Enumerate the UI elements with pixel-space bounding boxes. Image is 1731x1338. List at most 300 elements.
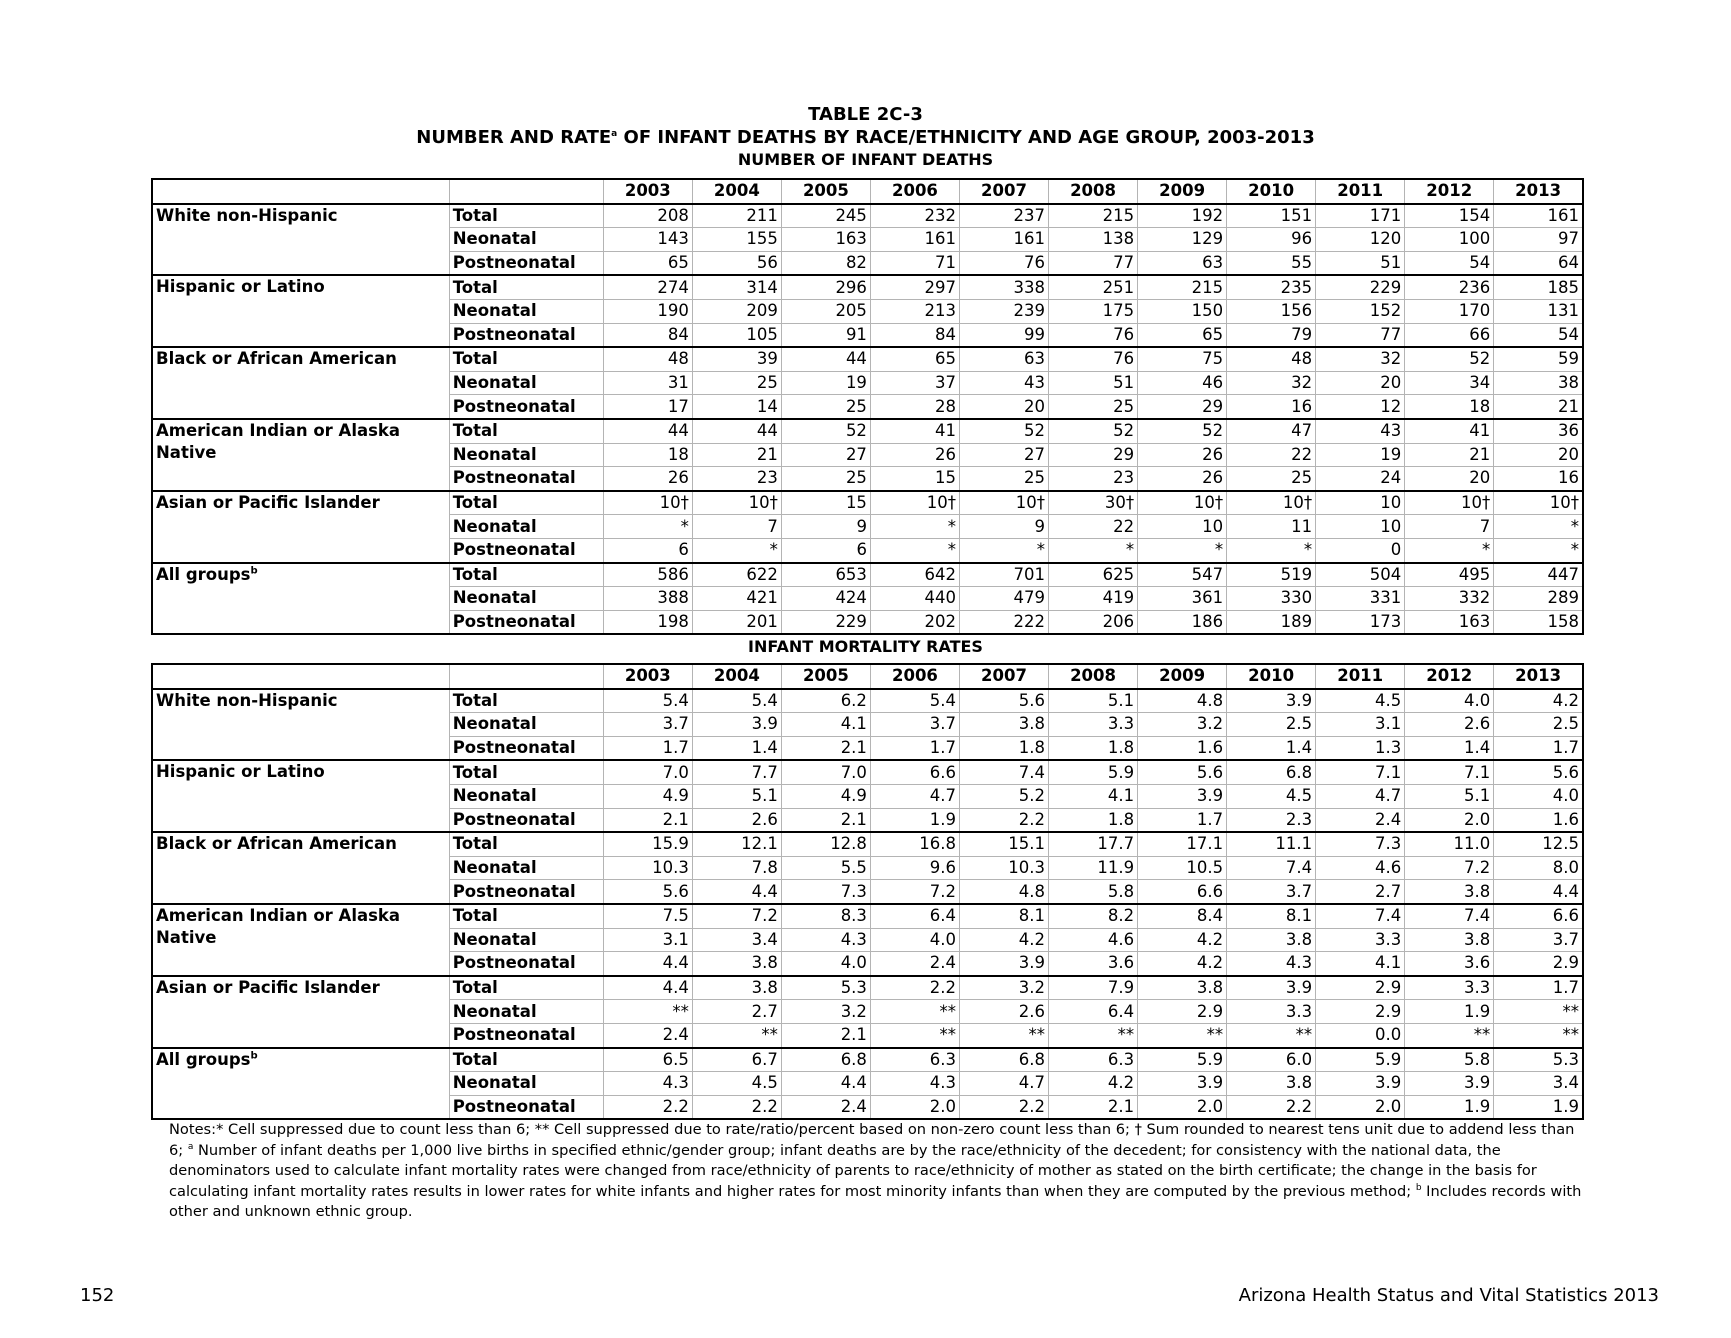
value-cell: ** [1227, 1023, 1316, 1047]
value-cell: 6.5 [603, 1048, 692, 1072]
value-cell: 3.2 [1138, 713, 1227, 737]
value-cell: 15 [870, 467, 959, 491]
value-cell: 209 [692, 299, 781, 323]
value-cell: 4.2 [959, 928, 1048, 952]
value-cell: 75 [1138, 347, 1227, 371]
value-cell: 65 [603, 251, 692, 275]
value-cell: 21 [692, 443, 781, 467]
value-cell: * [603, 515, 692, 539]
value-cell: 20 [1405, 467, 1494, 491]
value-cell: 6.2 [781, 689, 870, 713]
header-group-cell [152, 179, 449, 204]
value-cell: 7.4 [1405, 904, 1494, 928]
value-cell: 43 [959, 371, 1048, 395]
value-cell: 4.8 [1138, 689, 1227, 713]
value-cell: 154 [1405, 204, 1494, 228]
group-name: American Indian or Alaska Native [156, 420, 401, 462]
group-name: Hispanic or Latino [156, 762, 325, 782]
footer-publication: Arizona Health Status and Vital Statistics 2013 [1238, 1285, 1659, 1306]
group-label [152, 976, 449, 1048]
header-year: 2003 [603, 179, 692, 204]
value-cell: 8.2 [1049, 904, 1138, 928]
value-cell: 7 [692, 515, 781, 539]
value-cell: 5.8 [1405, 1048, 1494, 1072]
value-cell: 39 [692, 347, 781, 371]
value-cell: 6.7 [692, 1048, 781, 1072]
value-cell: 19 [781, 371, 870, 395]
value-cell: 143 [603, 228, 692, 252]
value-cell: 3.7 [870, 713, 959, 737]
value-cell: 2.4 [1316, 808, 1405, 832]
value-cell: 1.9 [870, 808, 959, 832]
header-year: 2009 [1138, 664, 1227, 689]
value-cell: 65 [870, 347, 959, 371]
value-cell: 2.2 [870, 976, 959, 1000]
value-cell: 6 [781, 538, 870, 562]
value-cell: 4.5 [1227, 784, 1316, 808]
value-cell: 4.0 [1494, 784, 1583, 808]
value-cell: 1.8 [1049, 808, 1138, 832]
value-cell: 5.8 [1049, 880, 1138, 904]
value-cell: 4.2 [1049, 1072, 1138, 1096]
value-cell: 5.6 [959, 689, 1048, 713]
age-group-label: Postneonatal [449, 880, 603, 904]
value-cell: 314 [692, 275, 781, 299]
header-year: 2012 [1405, 664, 1494, 689]
value-cell: 289 [1494, 587, 1583, 611]
value-cell: 3.4 [1494, 1072, 1583, 1096]
value-cell: 222 [959, 610, 1048, 634]
header-row [152, 664, 1583, 689]
value-cell: 7.9 [1049, 976, 1138, 1000]
value-cell: 27 [959, 443, 1048, 467]
age-group-label: Total [449, 976, 603, 1000]
group-label [152, 204, 449, 276]
value-cell: 4.4 [1494, 880, 1583, 904]
value-cell: 547 [1138, 563, 1227, 587]
value-cell: 2.0 [1316, 1095, 1405, 1119]
value-cell: 10† [1138, 491, 1227, 515]
value-cell: 211 [692, 204, 781, 228]
value-cell: 2.1 [781, 808, 870, 832]
group-name: Hispanic or Latino [156, 277, 325, 297]
age-group-label: Postneonatal [449, 1095, 603, 1119]
value-cell: 43 [1316, 419, 1405, 443]
value-cell: 388 [603, 587, 692, 611]
value-cell: 44 [781, 347, 870, 371]
value-cell: 2.4 [781, 1095, 870, 1119]
value-cell: 21 [1405, 443, 1494, 467]
value-cell: 28 [870, 395, 959, 419]
value-cell: 10† [692, 491, 781, 515]
value-cell: 3.9 [1138, 1072, 1227, 1096]
value-cell: 1.4 [1227, 736, 1316, 760]
value-cell: * [1049, 538, 1138, 562]
value-cell: 2.2 [603, 1095, 692, 1119]
table-row [152, 275, 1583, 299]
value-cell: 71 [870, 251, 959, 275]
value-cell: 1.8 [1049, 736, 1138, 760]
value-cell: 1.7 [1138, 808, 1227, 832]
value-cell: 2.4 [870, 952, 959, 976]
value-cell: 2.7 [1316, 880, 1405, 904]
group-name: Black or African American [156, 349, 397, 369]
value-cell: 331 [1316, 587, 1405, 611]
value-cell: 215 [1049, 204, 1138, 228]
value-cell: 3.8 [1405, 928, 1494, 952]
value-cell: 6.4 [1049, 1000, 1138, 1024]
value-cell: 8.3 [781, 904, 870, 928]
value-cell: 96 [1227, 228, 1316, 252]
value-cell: 2.6 [959, 1000, 1048, 1024]
age-group-label: Total [449, 204, 603, 228]
value-cell: 1.7 [1494, 736, 1583, 760]
value-cell: 8.1 [959, 904, 1048, 928]
value-cell: 653 [781, 563, 870, 587]
age-group-label: Postneonatal [449, 467, 603, 491]
value-cell: 3.4 [692, 928, 781, 952]
value-cell: 1.8 [959, 736, 1048, 760]
value-cell: 1.6 [1138, 736, 1227, 760]
value-cell: 59 [1494, 347, 1583, 371]
value-cell: 5.4 [603, 689, 692, 713]
value-cell: 16 [1227, 395, 1316, 419]
age-group-label: Postneonatal [449, 323, 603, 347]
value-cell: 6 [603, 538, 692, 562]
value-cell: 52 [1405, 347, 1494, 371]
page-number: 152 [80, 1285, 115, 1306]
value-cell: 48 [1227, 347, 1316, 371]
value-cell: 52 [781, 419, 870, 443]
value-cell: 189 [1227, 610, 1316, 634]
section-title-rates: INFANT MORTALITY RATES [748, 637, 983, 656]
value-cell: 76 [1049, 323, 1138, 347]
value-cell: 3.8 [1227, 928, 1316, 952]
age-group-label: Total [449, 491, 603, 515]
value-cell: 236 [1405, 275, 1494, 299]
value-cell: 4.8 [959, 880, 1048, 904]
value-cell: 7.3 [1316, 832, 1405, 856]
age-group-label: Neonatal [449, 856, 603, 880]
value-cell: 7.2 [1405, 856, 1494, 880]
value-cell: 6.4 [870, 904, 959, 928]
header-year: 2008 [1049, 179, 1138, 204]
value-cell: 5.3 [1494, 1048, 1583, 1072]
age-group-label: Postneonatal [449, 610, 603, 634]
infant-mortality-rate-table [151, 663, 1584, 1120]
value-cell: 48 [603, 347, 692, 371]
value-cell: 17 [603, 395, 692, 419]
value-cell: 3.6 [1405, 952, 1494, 976]
value-cell: 31 [603, 371, 692, 395]
age-group-label: Total [449, 419, 603, 443]
value-cell: 7.3 [781, 880, 870, 904]
age-group-label: Neonatal [449, 299, 603, 323]
group-label [152, 1048, 449, 1120]
value-cell: 245 [781, 204, 870, 228]
value-cell: 215 [1138, 275, 1227, 299]
value-cell: 161 [959, 228, 1048, 252]
value-cell: 51 [1316, 251, 1405, 275]
value-cell: * [870, 515, 959, 539]
value-cell: 37 [870, 371, 959, 395]
value-cell: 15.1 [959, 832, 1048, 856]
value-cell: 7.2 [692, 904, 781, 928]
value-cell: 82 [781, 251, 870, 275]
value-cell: 64 [1494, 251, 1583, 275]
value-cell: 55 [1227, 251, 1316, 275]
footnote-marker: b [250, 565, 258, 576]
value-cell: 3.8 [1405, 880, 1494, 904]
value-cell: 63 [1138, 251, 1227, 275]
value-cell: ** [692, 1023, 781, 1047]
value-cell: 155 [692, 228, 781, 252]
value-cell: 3.9 [1316, 1072, 1405, 1096]
age-group-label: Postneonatal [449, 808, 603, 832]
value-cell: 5.2 [959, 784, 1048, 808]
value-cell: * [959, 538, 1048, 562]
age-group-label: Total [449, 1048, 603, 1072]
value-cell: 2.5 [1494, 713, 1583, 737]
table-row [152, 904, 1583, 928]
value-cell: 5.4 [870, 689, 959, 713]
age-group-label: Neonatal [449, 587, 603, 611]
value-cell: 185 [1494, 275, 1583, 299]
value-cell: 66 [1405, 323, 1494, 347]
value-cell: 5.1 [1049, 689, 1138, 713]
value-cell: 625 [1049, 563, 1138, 587]
value-cell: 4.1 [1049, 784, 1138, 808]
value-cell: 5.1 [692, 784, 781, 808]
value-cell: 15.9 [603, 832, 692, 856]
value-cell: 297 [870, 275, 959, 299]
value-cell: 138 [1049, 228, 1138, 252]
group-label [152, 491, 449, 563]
age-group-label: Total [449, 760, 603, 784]
header-age-cell [449, 664, 603, 689]
value-cell: 237 [959, 204, 1048, 228]
value-cell: 10† [959, 491, 1048, 515]
group-name: White non-Hispanic [156, 690, 338, 710]
value-cell: 251 [1049, 275, 1138, 299]
table-notes: Notes:* Cell suppressed due to count less than 6; ** Cell suppressed due to rate/ratio/percent based on non-zero count less than 6; † Sum rounded to nearest tens unit due to addend less than 6; $^a$ Number of infant deaths per 1,000 live births in specified ethnic/gender group; infant deaths are by the race/ethnicity of the decedent; for consistency with the national data, the denominators used to calculate infant mortality rates were changed from race/ethnicity of parents to race/ethnicity of mother as stated on the birth certificate; the change in the basis for calculating infant mortality rates results in lower rates for white infants and higher rates for most minority infants than when they are computed by the previous method; $^b$ Includes records with other and unknown ethnic group. [169, 1121, 1582, 1220]
value-cell: 5.9 [1138, 1048, 1227, 1072]
value-cell: 4.5 [1316, 689, 1405, 713]
value-cell: 5.1 [1405, 784, 1494, 808]
value-cell: 44 [603, 419, 692, 443]
value-cell: 1.6 [1494, 808, 1583, 832]
value-cell: 10† [603, 491, 692, 515]
value-cell: * [1138, 538, 1227, 562]
value-cell: 519 [1227, 563, 1316, 587]
table-row [152, 563, 1583, 587]
value-cell: 9 [781, 515, 870, 539]
header-year: 2006 [870, 179, 959, 204]
value-cell: 26 [603, 467, 692, 491]
value-cell: 4.7 [959, 1072, 1048, 1096]
value-cell: 3.9 [692, 713, 781, 737]
value-cell: 3.3 [1405, 976, 1494, 1000]
value-cell: 11.9 [1049, 856, 1138, 880]
section-title-counts: NUMBER OF INFANT DEATHS [737, 150, 994, 169]
value-cell: 22 [1049, 515, 1138, 539]
value-cell: 4.6 [1316, 856, 1405, 880]
value-cell: 586 [603, 563, 692, 587]
value-cell: 2.9 [1138, 1000, 1227, 1024]
header-year: 2013 [1494, 664, 1583, 689]
value-cell: 9 [959, 515, 1048, 539]
header-year: 2011 [1316, 179, 1405, 204]
header-year: 2009 [1138, 179, 1227, 204]
value-cell: 6.8 [1227, 760, 1316, 784]
value-cell: 54 [1405, 251, 1494, 275]
value-cell: 5.6 [1138, 760, 1227, 784]
table-row [152, 689, 1583, 713]
header-age-cell [449, 179, 603, 204]
value-cell: 5.5 [781, 856, 870, 880]
group-name: White non-Hispanic [156, 205, 338, 225]
group-label [152, 419, 449, 491]
value-cell: 3.8 [1138, 976, 1227, 1000]
age-group-label: Total [449, 904, 603, 928]
value-cell: 1.4 [692, 736, 781, 760]
value-cell: 235 [1227, 275, 1316, 299]
value-cell: 26 [1138, 467, 1227, 491]
value-cell: 20 [1494, 443, 1583, 467]
value-cell: 173 [1316, 610, 1405, 634]
value-cell: 1.7 [1494, 976, 1583, 1000]
group-label [152, 904, 449, 976]
value-cell: 3.1 [603, 928, 692, 952]
value-cell: 206 [1049, 610, 1138, 634]
value-cell: 10† [1405, 491, 1494, 515]
value-cell: 3.6 [1049, 952, 1138, 976]
value-cell: 205 [781, 299, 870, 323]
value-cell: 239 [959, 299, 1048, 323]
table-row [152, 760, 1583, 784]
value-cell: 76 [959, 251, 1048, 275]
value-cell: 65 [1138, 323, 1227, 347]
value-cell: 5.9 [1316, 1048, 1405, 1072]
value-cell: ** [1049, 1023, 1138, 1047]
value-cell: 3.9 [959, 952, 1048, 976]
value-cell: 10† [870, 491, 959, 515]
value-cell: 296 [781, 275, 870, 299]
value-cell: 3.9 [1405, 1072, 1494, 1096]
value-cell: 622 [692, 563, 781, 587]
value-cell: 1.9 [1405, 1095, 1494, 1119]
age-group-label: Neonatal [449, 713, 603, 737]
value-cell: 175 [1049, 299, 1138, 323]
value-cell: 6.3 [870, 1048, 959, 1072]
value-cell: 10† [1494, 491, 1583, 515]
value-cell: 1.7 [603, 736, 692, 760]
value-cell: ** [1138, 1023, 1227, 1047]
value-cell: 14 [692, 395, 781, 419]
header-year: 2010 [1227, 664, 1316, 689]
value-cell: 30† [1049, 491, 1138, 515]
value-cell: 10.3 [959, 856, 1048, 880]
value-cell: 84 [870, 323, 959, 347]
age-group-label: Total [449, 347, 603, 371]
value-cell: 38 [1494, 371, 1583, 395]
value-cell: 97 [1494, 228, 1583, 252]
value-cell: 2.2 [959, 1095, 1048, 1119]
value-cell: 2.0 [1405, 808, 1494, 832]
age-group-label: Postneonatal [449, 395, 603, 419]
age-group-label: Neonatal [449, 928, 603, 952]
value-cell: 6.3 [1049, 1048, 1138, 1072]
table-row [152, 976, 1583, 1000]
age-group-label: Neonatal [449, 515, 603, 539]
value-cell: 76 [1049, 347, 1138, 371]
value-cell: 3.2 [781, 1000, 870, 1024]
value-cell: 5.6 [603, 880, 692, 904]
value-cell: 11 [1227, 515, 1316, 539]
value-cell: 232 [870, 204, 959, 228]
value-cell: 3.8 [692, 952, 781, 976]
value-cell: 163 [1405, 610, 1494, 634]
value-cell: 161 [1494, 204, 1583, 228]
value-cell: 84 [603, 323, 692, 347]
value-cell: 3.9 [1227, 689, 1316, 713]
header-group-cell [152, 664, 449, 689]
value-cell: 2.1 [781, 736, 870, 760]
age-group-label: Neonatal [449, 371, 603, 395]
value-cell: 701 [959, 563, 1048, 587]
value-cell: 4.0 [870, 928, 959, 952]
value-cell: 44 [692, 419, 781, 443]
value-cell: 424 [781, 587, 870, 611]
value-cell: 23 [1049, 467, 1138, 491]
value-cell: 4.3 [1227, 952, 1316, 976]
value-cell: 2.6 [1405, 713, 1494, 737]
value-cell: 79 [1227, 323, 1316, 347]
value-cell: 2.7 [692, 1000, 781, 1024]
value-cell: 186 [1138, 610, 1227, 634]
value-cell: 3.3 [1227, 1000, 1316, 1024]
value-cell: 5.6 [1494, 760, 1583, 784]
header-year: 2003 [603, 664, 692, 689]
value-cell: 7.1 [1316, 760, 1405, 784]
value-cell: 338 [959, 275, 1048, 299]
value-cell: 10 [1316, 515, 1405, 539]
value-cell: 2.1 [603, 808, 692, 832]
value-cell: 25 [781, 467, 870, 491]
value-cell: 10.3 [603, 856, 692, 880]
value-cell: 419 [1049, 587, 1138, 611]
table-row [152, 204, 1583, 228]
value-cell: 3.8 [1227, 1072, 1316, 1096]
value-cell: 4.1 [781, 713, 870, 737]
value-cell: 4.2 [1138, 928, 1227, 952]
header-year: 2013 [1494, 179, 1583, 204]
value-cell: 1.3 [1316, 736, 1405, 760]
value-cell: 156 [1227, 299, 1316, 323]
group-label [152, 832, 449, 904]
value-cell: 4.7 [870, 784, 959, 808]
value-cell: 7.5 [603, 904, 692, 928]
value-cell: 2.2 [959, 808, 1048, 832]
value-cell: 1.9 [1405, 1000, 1494, 1024]
value-cell: 32 [1316, 347, 1405, 371]
age-group-label: Neonatal [449, 228, 603, 252]
value-cell: ** [870, 1023, 959, 1047]
value-cell: 213 [870, 299, 959, 323]
header-year: 2008 [1049, 664, 1138, 689]
value-cell: 158 [1494, 610, 1583, 634]
value-cell: 8.1 [1227, 904, 1316, 928]
